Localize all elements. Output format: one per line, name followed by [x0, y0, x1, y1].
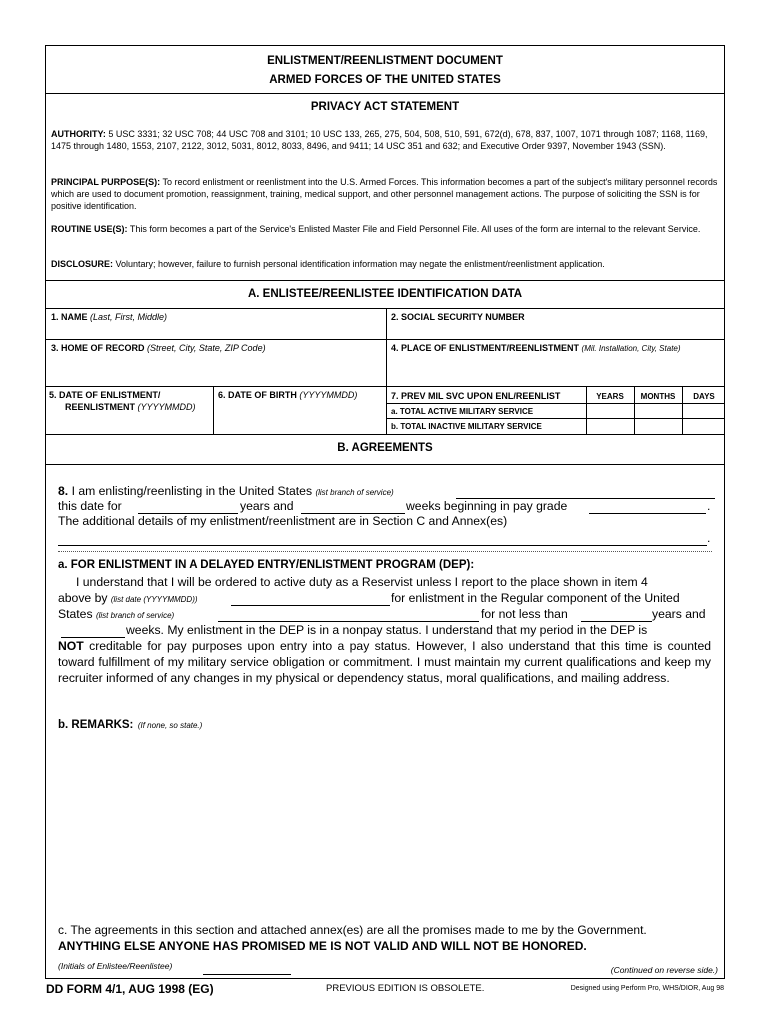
form-page — [45, 45, 725, 979]
purpose-text: To record enlistment or reenlistment into the U.S. Armed Forces. This information becomes a part of the subject's military personnel records which are used to document promotion, reassignment, training, medical support, and other personnel management actions. The purpose of soliciting the SSN is for positive identification. — [51, 177, 718, 211]
agreements-statement: c. The agreements in this section and attached annex(es) are all the promises made to me by the Government. — [58, 923, 647, 937]
place-label-text: 4. PLACE OF ENLISTMENT/REENLISTMENT — [391, 343, 580, 353]
dep-branch-field[interactable] — [218, 605, 479, 622]
total-active-label: a. TOTAL ACTIVE MILITARY SERVICE — [391, 407, 534, 416]
disclosure-label: DISCLOSURE: — [51, 259, 114, 269]
remarks-title: b. REMARKS: — [58, 719, 134, 731]
dep-rest-text: creditable for pay purposes upon entry into a pay status. However, I also understand that this time is counted toward fulfillment of my military service obligation or commitment. I must maintain my current qualifications and keep my recruiter informed of any changes in my physical or dependency status, moral qualifications, and mailing address. — [58, 639, 712, 685]
divider — [46, 280, 724, 281]
continued-note: (Continued on reverse side.) — [610, 965, 718, 975]
name-hint: (Last, First, Middle) — [90, 312, 168, 322]
authority-label: AUTHORITY: — [51, 129, 106, 139]
dep-report-date-field[interactable] — [231, 589, 390, 606]
item8-text: I am enlisting/reenlisting in the United States — [71, 484, 313, 498]
dotted-divider — [58, 551, 712, 552]
routine-label: ROUTINE USE(S): — [51, 224, 128, 234]
reenlistment-label: REENLISTMENT — [65, 402, 136, 412]
form-subtitle: ARMED FORCES OF THE UNITED STATES — [269, 74, 501, 86]
divider — [213, 386, 214, 434]
total-inactive-label: b. TOTAL INACTIVE MILITARY SERVICE — [391, 422, 542, 431]
additional-details-text: The additional details of my enlistment/reenlistment are in Section C and Annex(es) — [58, 514, 508, 528]
not-emphasis: NOT — [58, 639, 84, 653]
routine-paragraph — [51, 223, 718, 235]
item8-number: 8. — [58, 484, 69, 498]
dob-hint: (YYYYMMDD) — [299, 390, 358, 400]
period: . — [707, 531, 711, 545]
dep-years-and-text: years and — [652, 607, 706, 621]
inactive-years-field[interactable] — [588, 420, 636, 434]
designed-note: Designed using Perform Pro, WHS/DIOR, Aug 98 — [570, 985, 724, 992]
dep-weeks-field[interactable] — [61, 621, 125, 638]
dep-regular-text: for enlistment in the Regular component of the United — [391, 591, 680, 605]
branch-hint: (list branch of service) — [95, 611, 175, 620]
purpose-label: PRINCIPAL PURPOSE(S): — [51, 177, 161, 187]
divider — [46, 93, 724, 94]
divider — [46, 339, 724, 340]
days-header: DAYS — [693, 392, 715, 401]
date-of-enlistment-label-2 — [65, 402, 196, 412]
agreements-warning: ANYTHING ELSE ANYONE HAS PROMISED ME IS NOT VALID AND WILL NOT BE HONORED. — [58, 939, 587, 953]
years-header: YEARS — [596, 392, 624, 401]
name-label — [51, 312, 167, 322]
dob-label-text: 6. DATE OF BIRTH — [218, 390, 297, 400]
date-of-birth-field[interactable] — [218, 406, 386, 422]
date-of-birth-label — [218, 390, 357, 400]
states-text: States — [58, 607, 93, 621]
form-title: ENLISTMENT/REENLISTMENT DOCUMENT — [267, 55, 503, 67]
active-days-field[interactable] — [684, 405, 728, 419]
above-by-text: above by — [58, 591, 108, 605]
remarks-hint: (If none, so state.) — [137, 721, 203, 730]
privacy-title: PRIVACY ACT STATEMENT — [310, 101, 460, 113]
divider — [46, 308, 724, 309]
period: . — [707, 499, 711, 513]
divider — [386, 339, 387, 386]
date-hint: (list date (YYYYMMDD)) — [110, 595, 198, 604]
name-field[interactable] — [51, 324, 385, 339]
months-header: MONTHS — [640, 392, 676, 401]
purpose-paragraph — [51, 176, 718, 212]
inactive-days-field[interactable] — [684, 420, 728, 434]
authority-text: 5 USC 3331; 32 USC 708; 44 USC 708 and 3101; 10 USC 133, 265, 275, 504, 508, 510, 591, 672(d), 678, 837, 1007, 1071 through 1087; 1168, 1169, 1475 through 1480, 1553, 2107, 2122, 3012, 5031, 8012, 8033, 8496, and 9411; 14 USC 351 and 632; and Executive Order 9397, November 1943 (SSN). — [51, 129, 708, 151]
initials-label: (Initials of Enlistee/Reenlistee) — [58, 961, 173, 971]
home-of-record-label — [51, 343, 266, 353]
dep-title: a. FOR ENLISTMENT IN A DELAYED ENTRY/ENLISTMENT PROGRAM (DEP): — [58, 559, 475, 571]
annex-field[interactable] — [58, 529, 707, 546]
divider — [46, 464, 724, 465]
place-of-enlistment-label — [391, 343, 681, 353]
divider — [46, 434, 724, 435]
name-label-text: 1. NAME — [51, 312, 88, 322]
dep-line1: I understand that I will be ordered to active duty as a Reservist unless I report to the place shown in item 4 — [76, 575, 648, 589]
years-field[interactable] — [138, 497, 238, 514]
place-hint: (Mil. Installation, City, State) — [581, 344, 681, 353]
divider — [46, 386, 724, 387]
years-and-text: years and — [240, 499, 294, 513]
date-of-enlistment-label: 5. DATE OF ENLISTMENT/ — [49, 390, 161, 400]
ssn-field[interactable] — [391, 324, 725, 339]
remarks-field[interactable] — [58, 731, 717, 915]
disclosure-text: Voluntary; however, failure to furnish personal identification information may negate the enlistment/reenlistment application. — [115, 259, 605, 269]
weeks-text: weeks beginning in pay grade — [406, 499, 568, 513]
date-of-enlistment-field[interactable] — [51, 416, 213, 432]
divider — [386, 308, 387, 339]
home-hint: (Street, City, State, ZIP Code) — [147, 343, 266, 353]
disclosure-paragraph — [51, 258, 718, 270]
not-less-than-text: for not less than — [481, 607, 568, 621]
obsolete-notice: PREVIOUS EDITION IS OBSOLETE. — [326, 983, 485, 994]
form-number: DD FORM 4/1, AUG 1998 (EG) — [46, 982, 214, 996]
pay-grade-field[interactable] — [589, 497, 706, 514]
authority-paragraph — [51, 128, 718, 152]
home-of-record-field[interactable] — [51, 355, 385, 387]
prev-mil-svc-label: 7. PREV MIL SVC UPON ENL/REENLIST — [391, 391, 561, 401]
active-months-field[interactable] — [636, 405, 684, 419]
dep-years-field[interactable] — [581, 605, 652, 622]
routine-text: This form becomes a part of the Service's Enlisted Master File and Field Personnel File. All uses of the form are internal to the relevant Service. — [129, 224, 701, 234]
dep-paragraph — [58, 638, 711, 686]
this-date-for-text: this date for — [58, 499, 122, 513]
date-format-hint: (YYYYMMDD) — [137, 402, 196, 412]
divider — [386, 386, 387, 434]
home-label-text: 3. HOME OF RECORD — [51, 343, 145, 353]
inactive-months-field[interactable] — [636, 420, 684, 434]
branch-hint: (list branch of service) — [315, 488, 394, 497]
ssn-label: 2. SOCIAL SECURITY NUMBER — [391, 312, 525, 322]
initials-field[interactable] — [203, 960, 291, 975]
section-b-title: B. AGREEMENTS — [337, 442, 433, 454]
active-years-field[interactable] — [588, 405, 636, 419]
weeks-field[interactable] — [301, 497, 405, 514]
section-a-title: A. ENLISTEE/REENLISTEE IDENTIFICATION DATA — [247, 288, 523, 300]
dep-weeks-text: weeks. My enlistment in the DEP is in a nonpay status. I understand that my period in the DEP is — [126, 623, 648, 637]
divider — [386, 403, 724, 404]
place-of-enlistment-field[interactable] — [391, 355, 725, 387]
